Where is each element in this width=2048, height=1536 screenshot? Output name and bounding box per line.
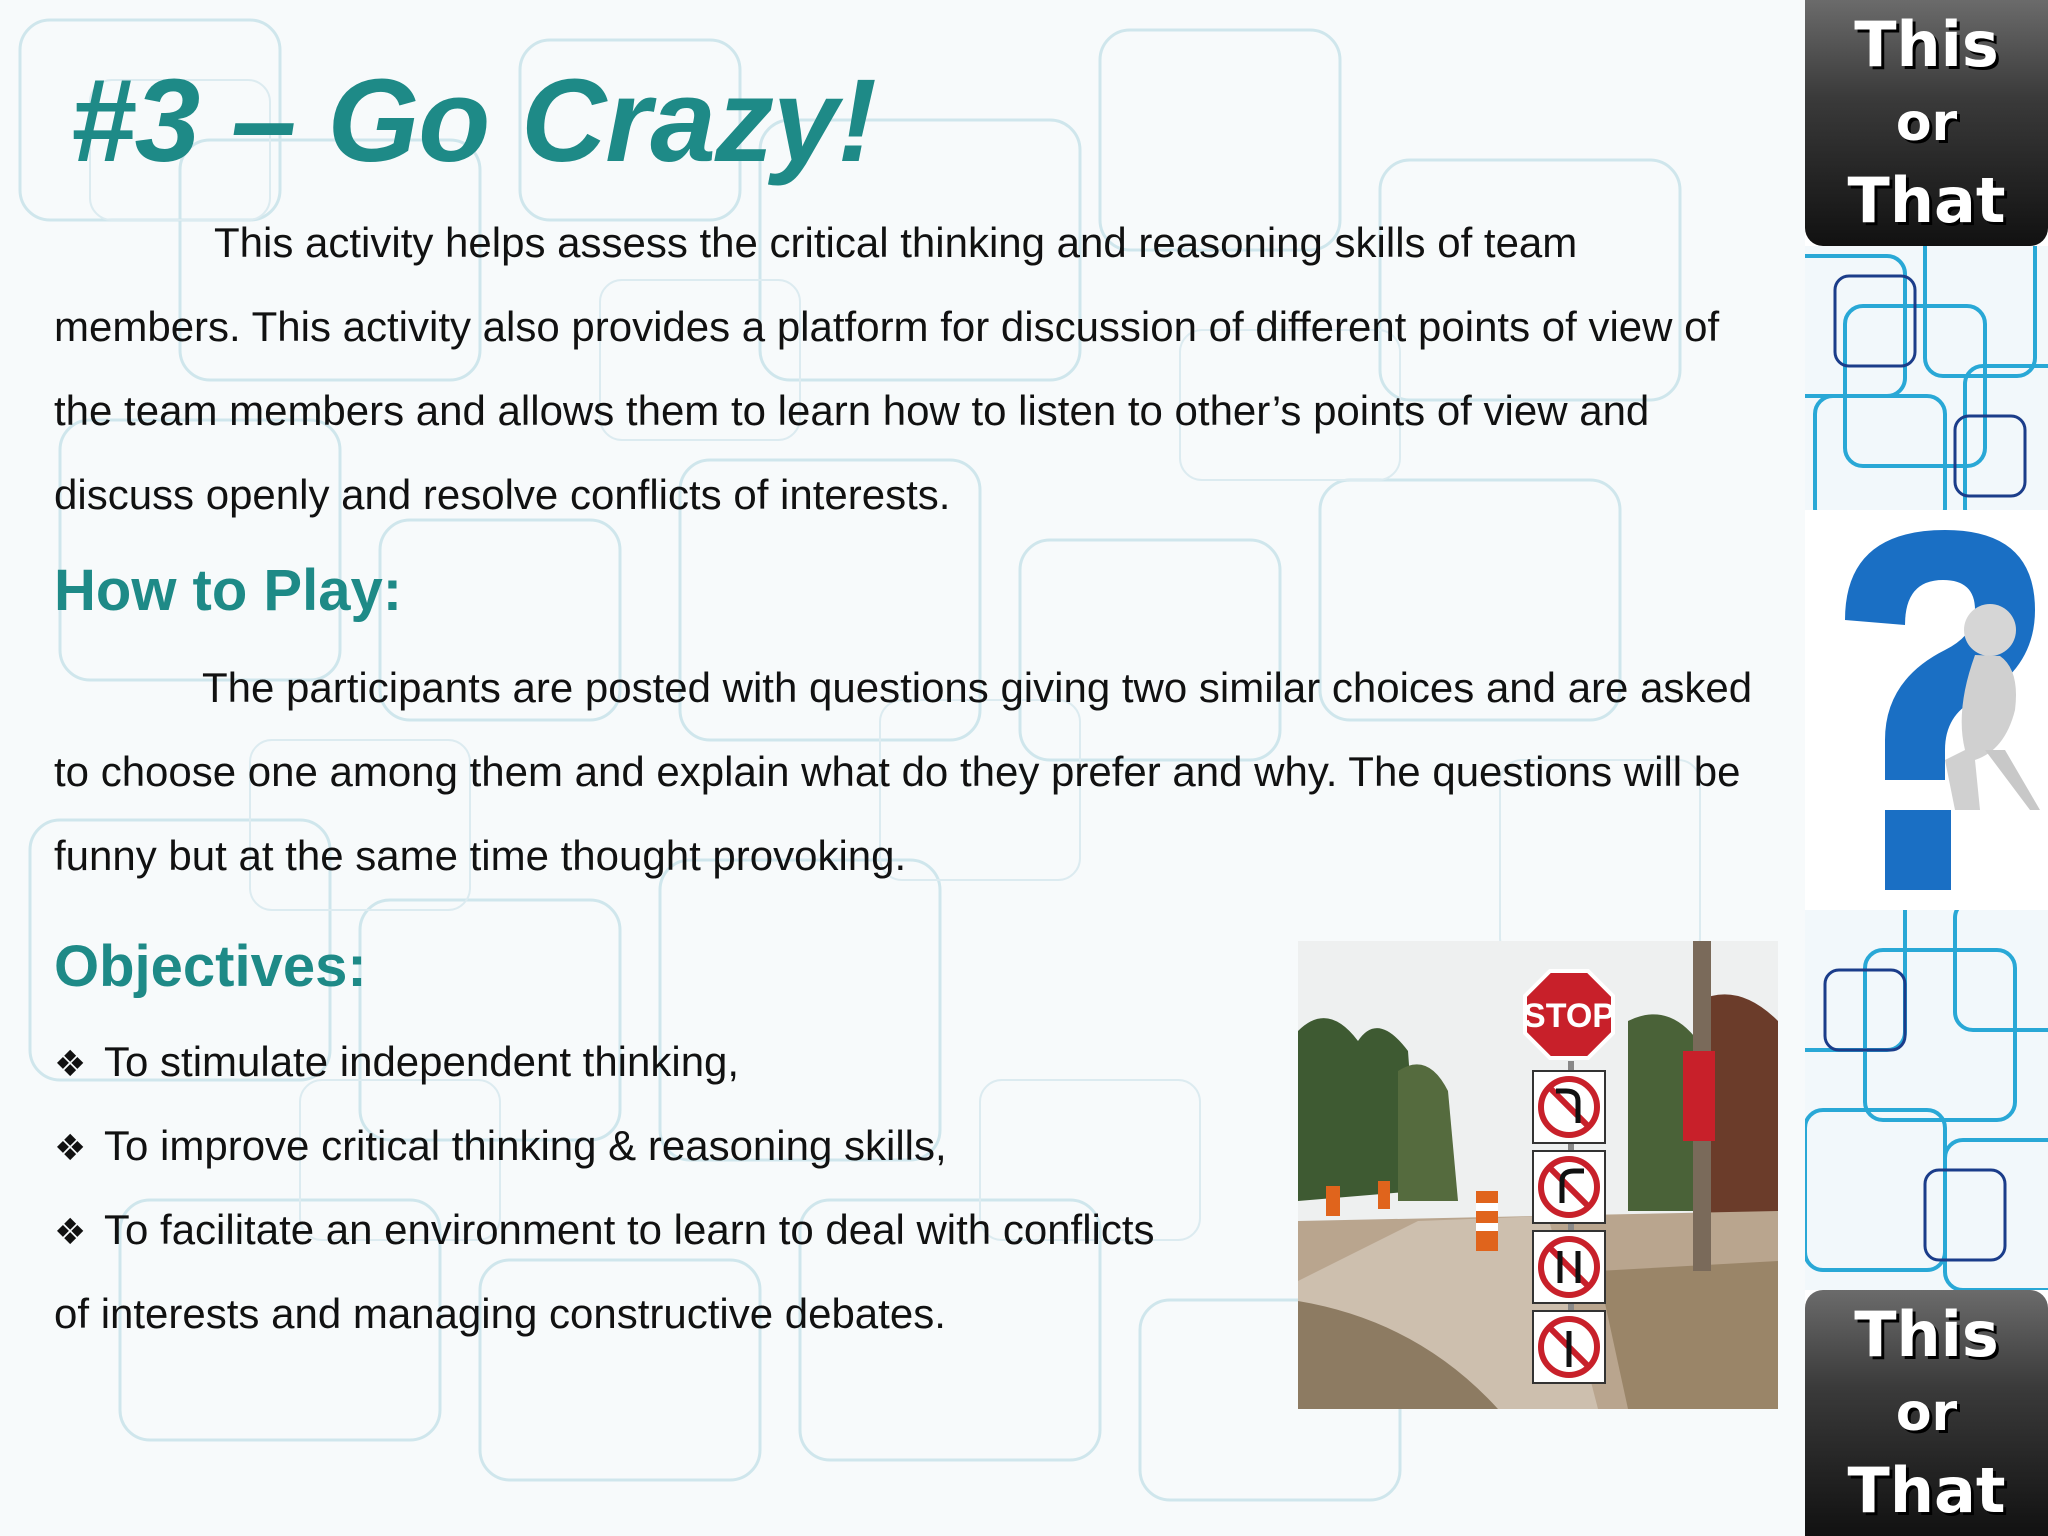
intro-paragraph: This activity helps assess the critical thinking and reasoning skills of team members. This activity also provides a platform for discussion of different points of view of the team members and allows them to learn how to listen to other’s points of view and discuss openly and resolve conflicts of interests. [54,219,1720,518]
question-mark-figure [1805,510,2048,910]
slide-title: #3 – Go Crazy! [70,55,876,187]
objective-item: ❖ To improve critical thinking & reasoning skills, [54,1104,947,1190]
bullet-icon: ❖ [54,1211,87,1252]
objective-item: ❖ To facilitate an environment to learn to deal with conflicts [54,1188,1155,1274]
this-or-that-badge-bottom: This or That [1805,1290,2048,1536]
tile-pattern-top [1805,246,2048,510]
objective-continuation: of interests and managing constructive debates. [54,1290,946,1337]
tile-pattern-bottom [1805,910,2048,1290]
bullet-icon: ❖ [54,1127,87,1168]
this-or-that-badge-top: This or That [1805,0,2048,246]
how-to-play-heading: How to Play: [54,558,403,623]
right-decor-panel [1805,0,2048,1536]
objectives-heading: Objectives: [54,934,367,999]
bullet-icon: ❖ [54,1043,87,1084]
how-to-play-paragraph: The participants are posted with questions giving two similar choices and are asked to choose one among them and explain what do they prefer and why. The questions will be funny but at the same time thought provoking. [54,664,1753,879]
objective-item: ❖ To stimulate independent thinking, [54,1020,739,1106]
stop-sign-text: STOP [1523,997,1615,1035]
road-signs-photo [1298,941,1778,1409]
